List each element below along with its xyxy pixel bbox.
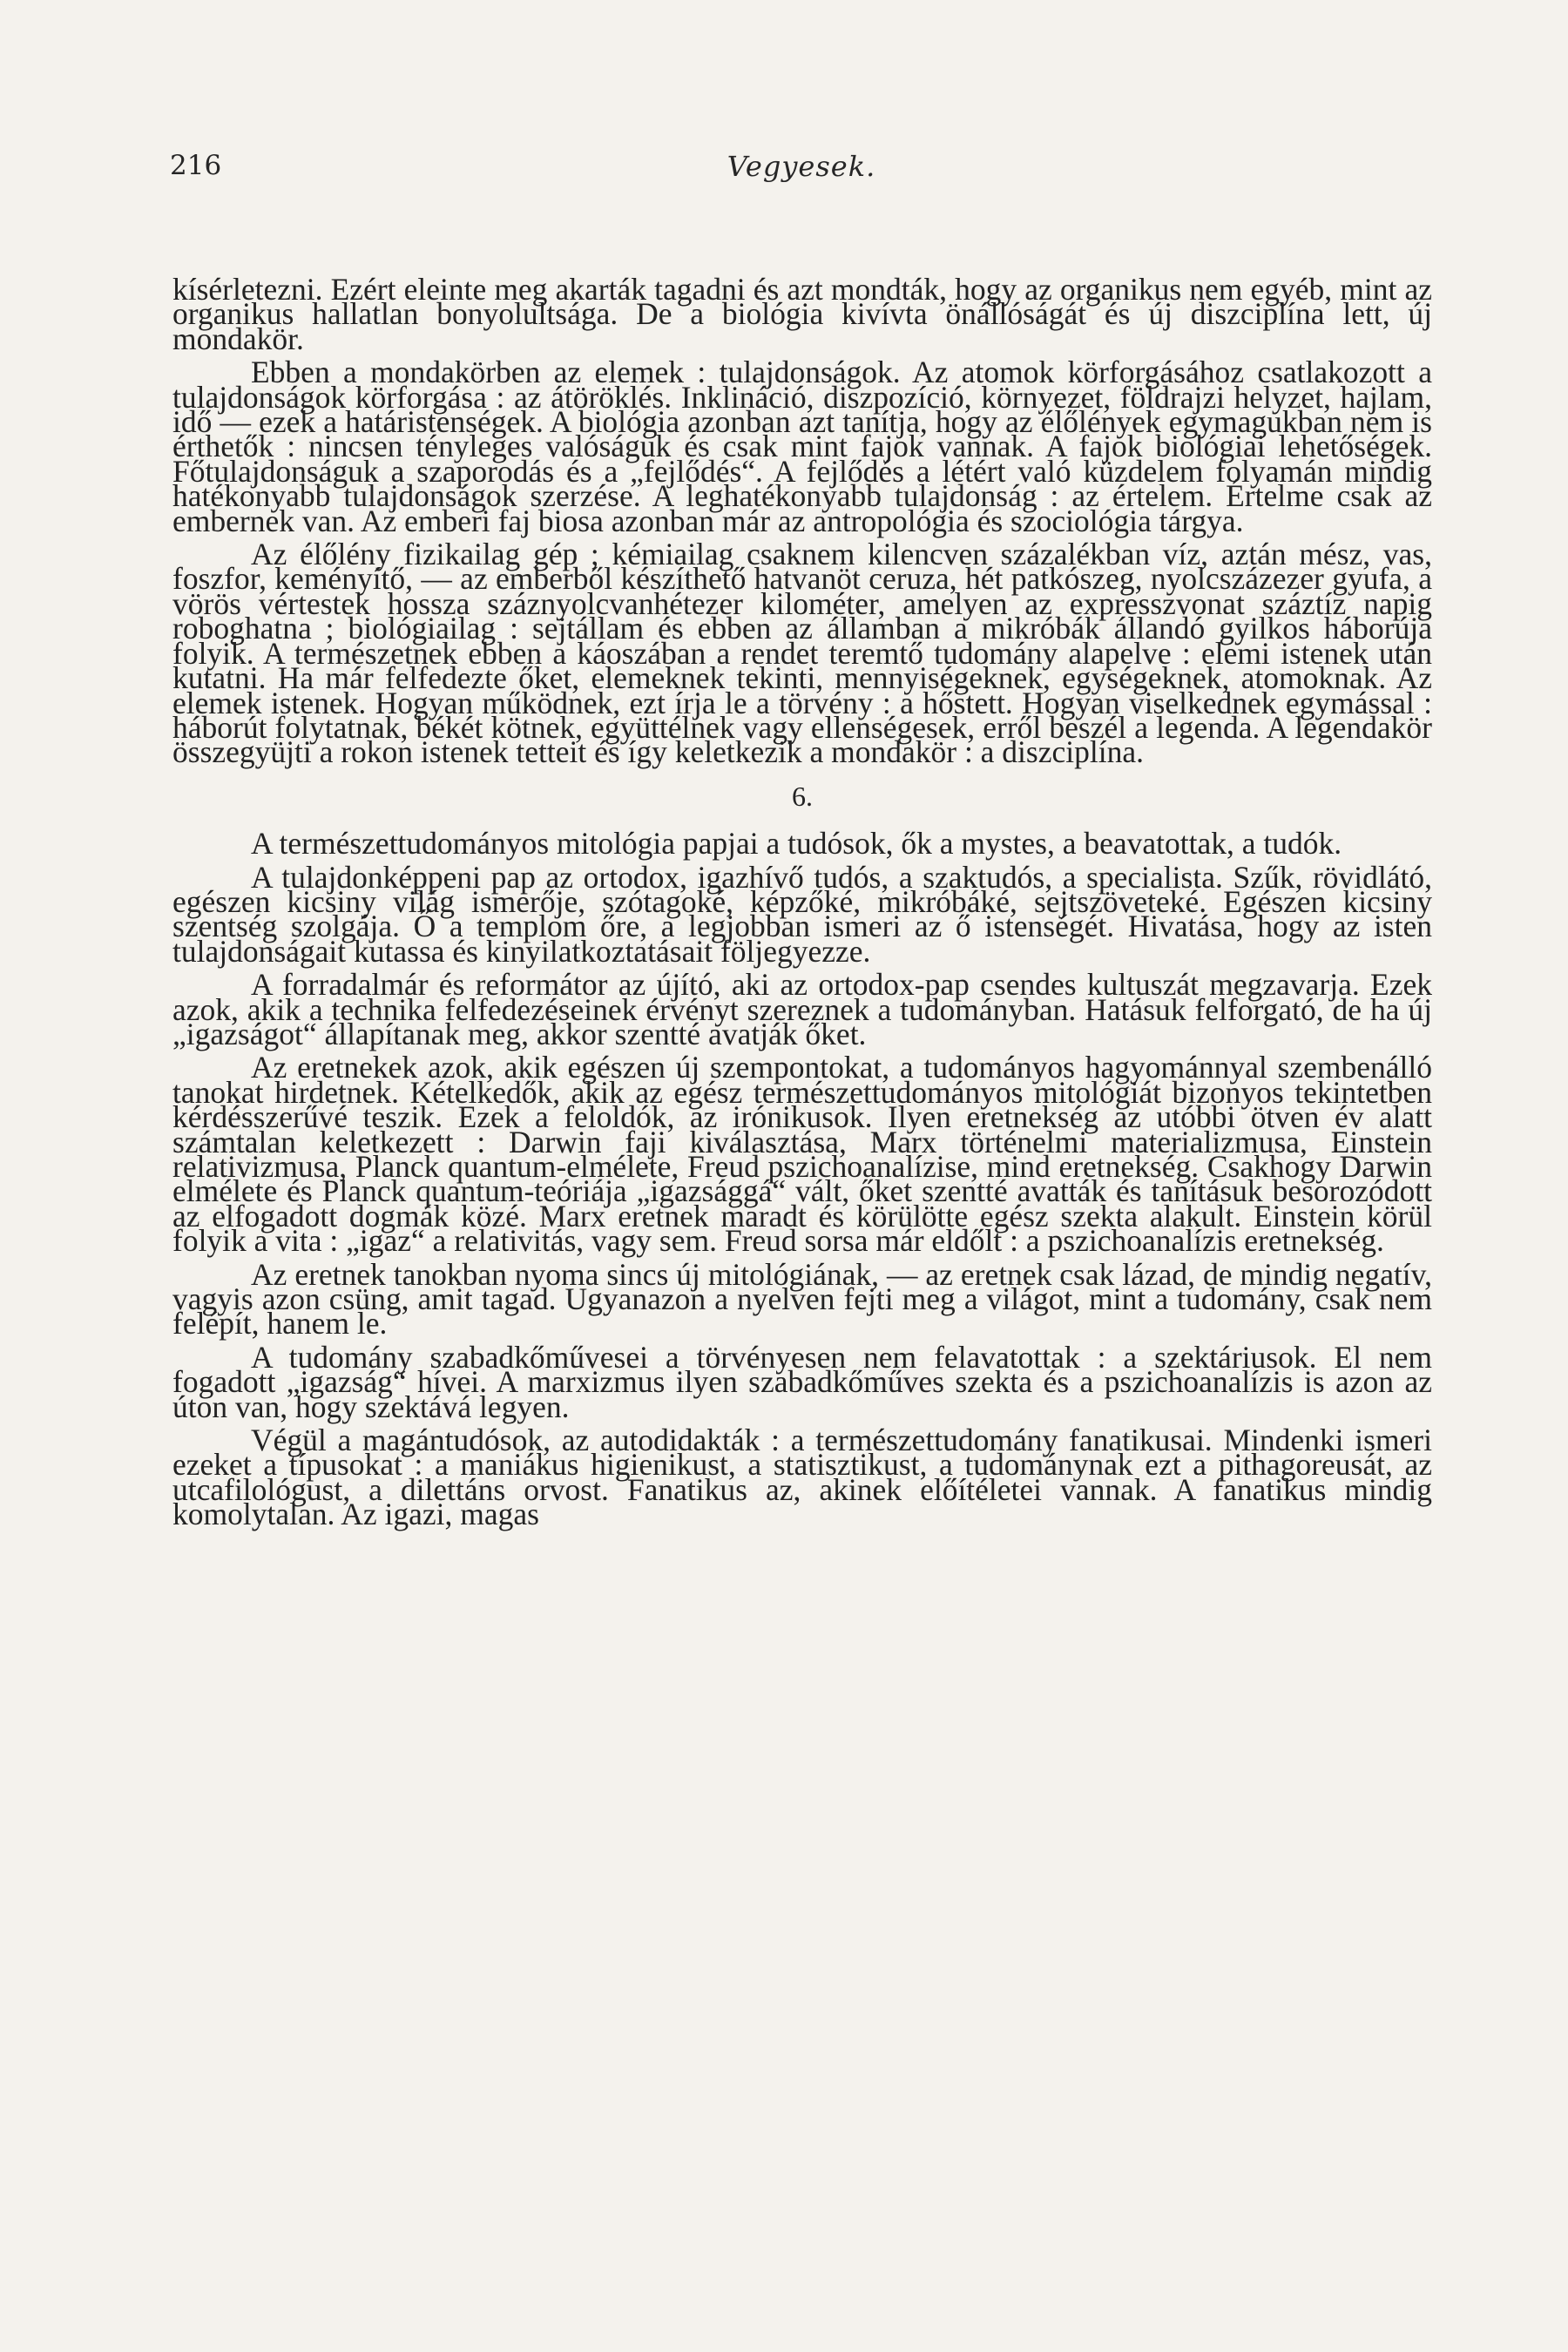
- paragraph: Ebben a mondakörben az elemek : tulajdonságok. Az atomok körforgásához csatlakozott a tulajdonságok körforgása : az átöröklés. Inklináció, diszpozíció, környezet, földrajzi helyzet, hajlam, idő — ezek a határistenségek. A biológia azonban azt tanítja, hogy az élőlények egymagukban nem is érthetők : nincsen tényleges valóságuk és csak mint fajok vannak. A fajok biológiai lehetőségek. Főtulajdonságuk a szaporodás és a „fejlődés“. A fejlődés a létért való küzdelem folyamán mindig hatékonyabb tulajdonságok szerzése. A leghatékonyabb tulajdonság : az értelem. Értelme csak az embernek van. Az emberi faj biosa azonban már az antropológia és szociológia tárgya.: [172, 355, 1432, 538]
- paragraph: Az eretnekek azok, akik egészen új szempontokat, a tudományos hagyománnyal szembenálló tanokat hirdetnek. Kételkedők, akik az egész természettudományos mitológiát bizonyos tekintetben kérdésszerűvé teszik. Ezek a feloldók, az irónikusok. Ilyen eretnekség az utóbbi ötven év alatt számtalan keletkezett : Darwin faji kiválasztása, Marx történelmi materializmusa, Einstein relativizmusa, Planck quantum-elmélete, Freud pszichoanalízise, mind eretnekség. Csakhogy Darwin elmélete és Planck quantum-teóriája „igazsággá“ vált, őket szentté avatták és tanításuk besorozódott az elfogadott dogmák közé. Marx eretnek maradt és körülötte egész szekta alakult. Einstein körül folyik a vita : „igaz“ a relativitás, vagy sem. Freud sorsa már eldőlt : a pszichoanalízis eretnekség.: [172, 1050, 1432, 1259]
- paragraph: kísérletezni. Ezért eleinte meg akarták tagadni és azt mondták, hogy az organikus nem egyéb, mint az organikus hallatlan bonyolultsága. De a biológia kivívta önállóságát és új diszciplína lett, új mondakör.: [172, 272, 1432, 356]
- paragraph: A tudomány szabadkőművesei a törvényesen nem felavatottak : a szektáriusok. El nem fogadott „igazság“ hívei. A marxizmus ilyen szabadkőműves szekta és a pszichoanalízis is azon az úton van, hogy szektává legyen.: [172, 1339, 1432, 1424]
- section-number: 6.: [792, 780, 813, 812]
- running-title: Vegyesek.: [727, 150, 876, 183]
- body-text: [172, 272, 1432, 1536]
- paragraph: A természettudományos mitológia papjai a tudósok, ők a mystes, a beavatottak, a tudók.: [251, 826, 1342, 862]
- page-number: 216: [170, 150, 222, 181]
- paragraph: Az eretnek tanokban nyoma sincs új mitológiának, — az eretnek csak lázad, de mindig negatív, vagyis azon csüng, amit tagad. Ugyanazon a nyelven fejti meg a világot, mint a tudomány, csak nem felépít, hanem le.: [172, 1256, 1432, 1342]
- page-header: [170, 150, 1433, 193]
- paragraph: Az élőlény fizikailag gép ; kémiailag csaknem kilencven százalékban víz, aztán mész, vas, foszfor, keményítő, — az emberből készíthető hatvanöt ceruza, hét patkószeg, nyolcszázezer gyufa, a vörös vértestek hossza száznyolcvanhétezer kilométer, amelyen az expresszvonat száztíz napig roboghatna ; biológiailag : sejtállam és ebben az államban a mikróbák állandó gyilkos háborúja folyik. A természetnek ebben a káoszában a rendet teremtő tudomány alapelve : elemi istenek után kutatni. Ha már felfedezte őket, elemeknek tekinti, mennyiségeknek, egységeknek, atomoknak. Az elemek istenek. Hogyan működnek, ezt írja le a törvény : a hőstett. Hogyan viselkednek egymással : háborút folytatnak, békét kötnek, együttélnek vagy ellenségesek, erről beszél a legenda. A legendakör összegyüjti a rokon istenek tetteit és így keletkezik a mondakör : a diszciplína.: [172, 537, 1432, 770]
- paragraph: A forradalmár és reformátor az újító, aki az ortodox-pap csendes kultuszát megzavarja. Ezek azok, akik a technika felfedezéseinek érvényt szereznek a tudományban. Hatásuk felforgató, de ha új „igazságot“ állapítanak meg, akkor szentté avatják őket.: [172, 967, 1432, 1051]
- paragraph: Végül a magántudósok, az autodidakták : a természettudomány fanatikusai. Mindenki ismeri ezeket a típusokat : a maniákus higienikust, a statisztikust, a tudománynak ezt a pithagoreusát, az utcafilológust, a dilettáns orvost. Fanatikus az, akinek előítéletei vannak. A fanatikus mindig komolytalan. Az igazi, magas: [172, 1423, 1432, 1532]
- paragraph: A tulajdonképpeni pap az ortodox, igazhívő tudós, a szaktudós, a specialista. Szűk, rövidlátó, egészen kicsiny világ ismerője, szótagoké, képzőké, mikróbáké, sejtszöveteké. Egészen kicsiny szentség szolgája. Ő a templom őre, a legjobban ismeri az ő istenségét. Hivatása, hogy az isten tulajdonságait kutassa és kinyilatkoztatásait följegyezze.: [172, 859, 1432, 969]
